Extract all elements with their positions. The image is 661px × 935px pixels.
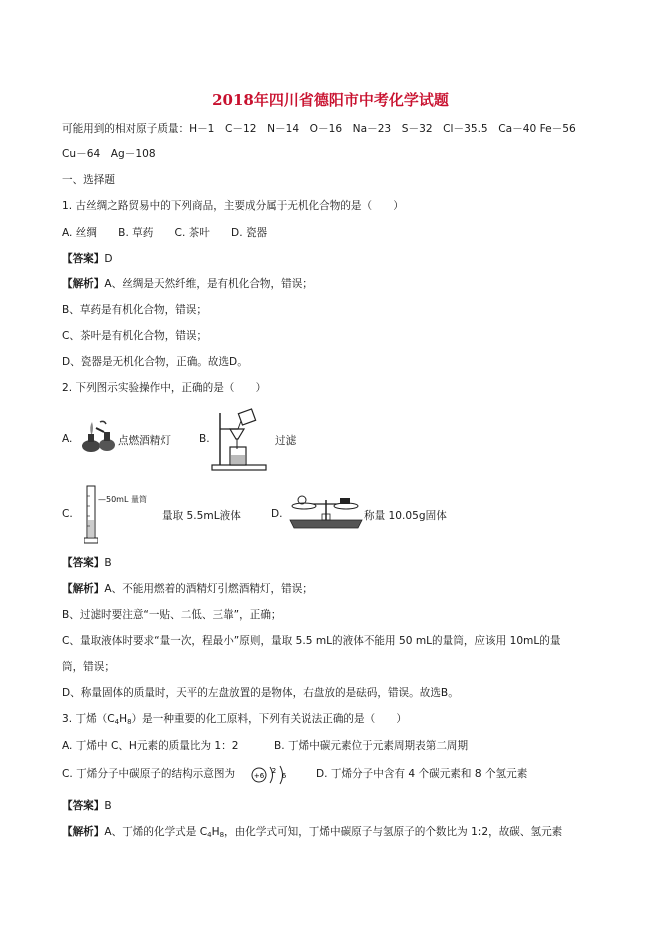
q2-analysis-4: 筒，错误； (62, 661, 115, 673)
q1-analysis-2: B、草药是有机化合物，错误； (62, 304, 207, 316)
atomic-masses-line-2: Cu－64 Ag－108 (62, 148, 156, 160)
q1-options: A. 丝绸 B. 草药 C. 茶叶 D. 瓷器 (62, 227, 268, 239)
subscript: 4 (207, 831, 212, 839)
q2-option-d-text: 称量 10.05g固体 (364, 510, 447, 522)
q2-analysis-1 (62, 582, 313, 596)
shell-2-electrons: 6 (281, 772, 287, 780)
q2-option-a-letter: A. (62, 433, 73, 445)
q2-option-d-letter: D. (271, 508, 283, 520)
q2-option-c-letter: C. (62, 508, 73, 520)
cylinder-label: —50mL 量筒 (98, 495, 147, 504)
analysis-text: A、丝绸是天然纤维，是有机化合物，错误； (104, 278, 313, 290)
analysis-label: 【解析】 (62, 583, 105, 595)
atom-structure-diagram-icon (250, 763, 296, 787)
q2-option-b-text: 过滤 (275, 435, 297, 447)
answer-value: B (104, 800, 112, 812)
q3-option-c: C. 丁烯分子中碳原子的结构示意图为 (62, 768, 236, 780)
lighting-lamp-icon (80, 418, 118, 454)
answer-label: 【答案】 (62, 253, 105, 265)
analysis-text: H (211, 826, 220, 838)
answer-value: B (104, 557, 112, 569)
q3-stem (62, 712, 407, 729)
q1-stem: 1. 古丝绸之路贸易中的下列商品，主要成分属于无机化合物的是（ ） (62, 200, 404, 212)
q1-analysis-3: C、茶叶是有机化合物，错误； (62, 330, 208, 342)
answer-value: D (104, 253, 113, 265)
analysis-label: 【解析】 (62, 826, 105, 838)
q1-answer (62, 252, 113, 266)
q3-option-b: B. 丁烯中碳元素位于元素周期表第二周期 (274, 740, 469, 752)
q1-analysis-1 (62, 277, 313, 291)
q2-option-c-text: 量取 5.5mL液体 (162, 510, 241, 522)
q3-stem-part: ）是一种重要的化工原料，下列有关说法正确的是（ ） (131, 713, 407, 725)
q3-option-a: A. 丁烯中 C、H元素的质量比为 1：2 (62, 740, 239, 752)
atomic-masses-line-1: 可能用到的相对原子质量：H－1 C－12 N－14 O－16 Na－23 S－32 Cl－35.5 Ca－40 Fe－56 (62, 123, 576, 135)
q2-analysis-3: C、量取液体时要求“量一次，程最小”原则，量取 5.5 mL的液体不能用 50 mL的量筒，应该用 10mL的量 (62, 635, 561, 647)
q3-stem-part: H (119, 713, 128, 725)
answer-label: 【答案】 (62, 800, 105, 812)
q2-analysis-2: B、过滤时要注意“一贴、二低、三靠”，正确； (62, 609, 282, 621)
subscript: 8 (219, 831, 225, 839)
q2-option-b-letter: B. (199, 433, 210, 445)
analysis-text: A、不能用燃着的酒精灯引燃酒精灯，错误； (104, 583, 313, 595)
q2-stem: 2. 下列图示实验操作中，正确的是（ ） (62, 382, 267, 394)
graduated-cylinder-icon (84, 484, 98, 546)
q3-option-d: D. 丁烯分子中含有 4 个碳元素和 8 个氢元素 (316, 768, 528, 780)
nucleus-charge: +6 (253, 772, 265, 780)
q3-analysis-1 (62, 825, 562, 842)
q1-analysis-4: D、瓷器是无机化合物，正确。故选D。 (62, 356, 248, 368)
analysis-text: A、丁烯的化学式是 C (104, 826, 208, 838)
subscript: 8 (127, 718, 132, 726)
section-heading: 一、选择题 (62, 174, 115, 186)
answer-label: 【答案】 (62, 557, 105, 569)
q3-answer (62, 799, 112, 813)
subscript: 4 (114, 718, 120, 726)
filtration-setup-icon (208, 407, 268, 471)
analysis-text: ，由化学式可知，丁烯中碳原子与氢原子的个数比为 1:2，故碳、氢元素 (224, 826, 563, 838)
balance-scale-icon (288, 490, 364, 530)
shell-1-electrons: 2 (271, 767, 277, 775)
q2-answer (62, 556, 112, 570)
q2-option-a-text: 点燃酒精灯 (118, 435, 171, 447)
q2-analysis-5: D、称量固体的质量时，天平的左盘放置的是物体，右盘放的是砝码，错误。故选B。 (62, 687, 459, 699)
q3-stem-part: 3. 丁烯（C (62, 713, 115, 725)
page-title: 2018年四川省德阳市中考化学试题 (212, 91, 449, 109)
analysis-label: 【解析】 (62, 278, 105, 290)
